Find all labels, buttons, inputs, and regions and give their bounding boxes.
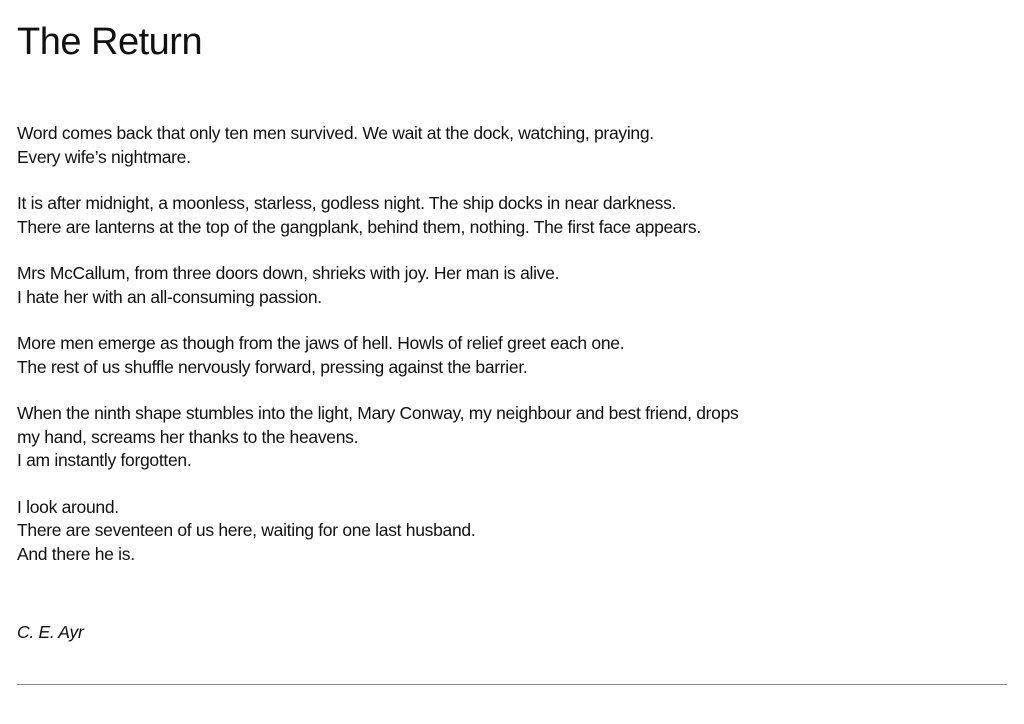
poem-line: I hate her with an all-consuming passion. <box>17 286 322 307</box>
poem-line: The rest of us shuffle nervously forward, pressing against the barrier. <box>17 356 528 377</box>
stanza <box>17 402 997 473</box>
poem-line: More men emerge as though from the jaws of hell. Howls of relief greet each one. <box>17 333 625 353</box>
poem-line: I look around. <box>17 496 119 517</box>
poem-line: my hand, screams her thanks to the heavens. <box>17 426 359 447</box>
stanza <box>17 192 997 239</box>
poem-line: Every wife’s nightmare. <box>17 146 191 167</box>
poem-line: Word comes back that only ten men survived. We wait at the dock, watching, praying. <box>17 123 654 143</box>
poem-line: When the ninth shape stumbles into the light, Mary Conway, my neighbour and best friend, drops <box>17 403 739 423</box>
poem-line: There are lanterns at the top of the gangplank, behind them, nothing. The first face appears. <box>17 216 701 237</box>
poem-body <box>17 122 997 589</box>
stanza <box>17 262 997 309</box>
bottom-divider <box>17 684 1007 685</box>
author-name: C. E. Ayr <box>17 622 84 642</box>
poem-page <box>17 0 1007 724</box>
poem-line: Mrs McCallum, from three doors down, shrieks with joy. Her man is alive. <box>17 263 560 283</box>
stanza <box>17 122 997 169</box>
stanza <box>17 496 997 567</box>
poem-line: And there he is. <box>17 543 135 564</box>
poem-line: I am instantly forgotten. <box>17 450 192 470</box>
poem-line: There are seventeen of us here, waiting for one last husband. <box>17 520 476 540</box>
poem-line: It is after midnight, a moonless, starless, godless night. The ship docks in near darkness. <box>17 193 677 213</box>
stanza <box>17 332 997 379</box>
poem-title: The Return <box>17 21 203 63</box>
